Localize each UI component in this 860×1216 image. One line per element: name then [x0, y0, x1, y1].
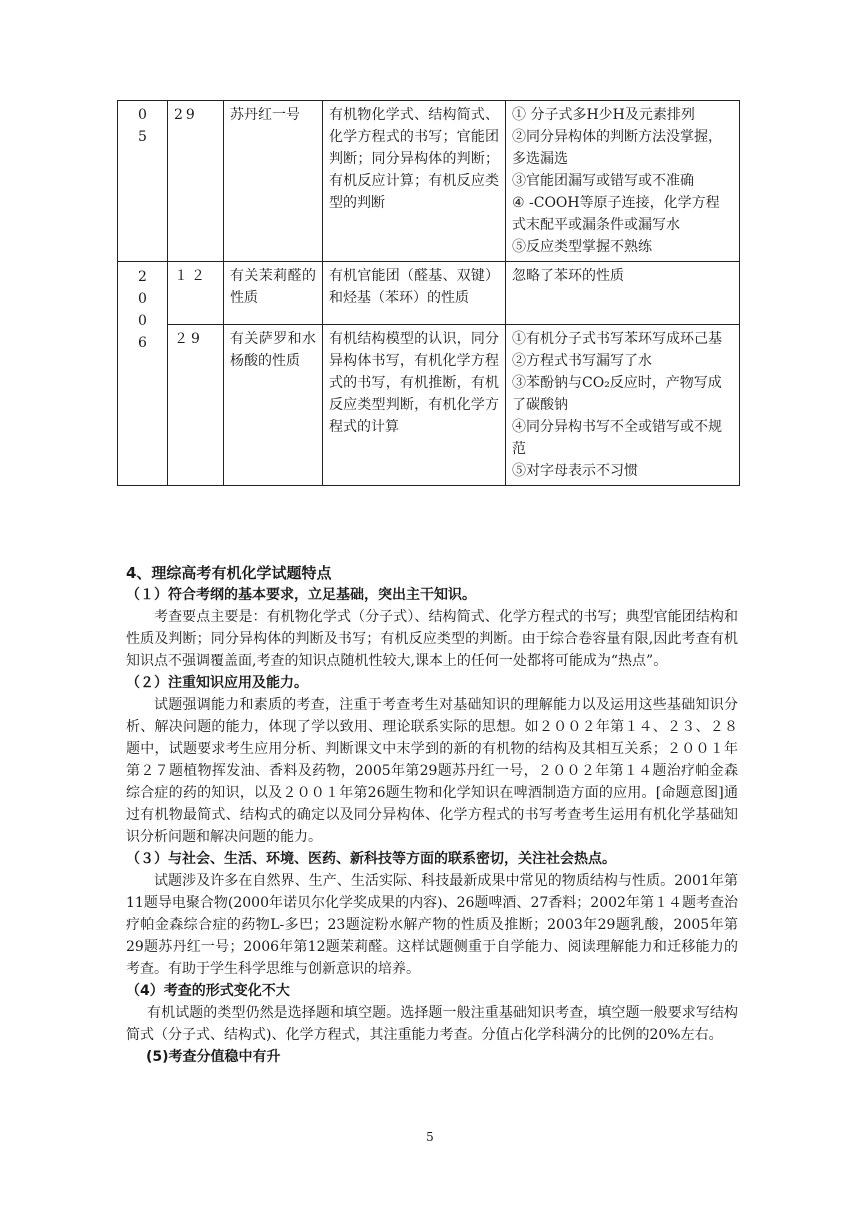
knowledge-points: 有机物化学式、结构简式、化学方程式的书写；官能团判断；同分异构体的判断；有机反应计算；有机反应类型的判断: [323, 101, 506, 262]
year-digit: 5: [138, 129, 147, 145]
common-errors: [506, 325, 740, 486]
knowledge-points: 有机结构模型的认识，同分异构体书写，有机化学方程式的书写，有机推断，有机反应类型判断，有机化学方程式的计算: [323, 325, 506, 486]
error-item: ②方程式书写漏写了水: [512, 353, 652, 369]
question-number: １２: [168, 262, 224, 325]
error-item: ⑤对字母表示不习惯: [512, 463, 638, 479]
table-row-2005-29: [118, 101, 740, 262]
subheading-4: （4）考查的形式变化不大: [126, 983, 290, 999]
table-row-2006-29: [118, 325, 740, 486]
paragraph-3: 试题涉及许多在自然界、生产、生活实际、科技最新成果中常见的物质结构与性质。2001年第11题导电聚合物(2000年诺贝尔化学奖成果的内容)、26题啤酒、27香料；2002年第１４题考查治疗帕金森综合症的药物L-多巴；23题淀粉水解产物的性质及推断；2003年29题乳酸，2005年第29题苏丹红一号；2006年第12题茉莉醛。这样试题侧重于自学能力、阅读理解能力和迁移能力的考查。有助于学生科学思维与创新意识的培养。: [126, 873, 738, 977]
year-digit: 0: [138, 107, 147, 123]
subheading-3: （３）与社会、生活、环境、医药、新科技等方面的联系密切，关注社会热点。: [126, 851, 616, 867]
error-item: ④ -COOH等原子连接，化学方程式末配平或漏条件或漏写水: [512, 195, 720, 233]
year-cell-2005: [118, 101, 168, 262]
section-body: [126, 562, 738, 1068]
error-item: ① 分子式多H少H及元素排列: [512, 107, 695, 123]
error-item: ③官能团漏写或错写或不准确: [512, 173, 694, 189]
year-cell-2006: [118, 262, 168, 486]
section-heading: 4、理综高考有机化学试题特点: [126, 564, 332, 582]
error-item: ④同分异构书写不全或错写或不规范: [512, 419, 722, 457]
error-item: ②同分异构体的判断方法没掌握，多选漏选: [512, 129, 722, 167]
knowledge-points: 有机官能团（醛基、双键）和烃基（苯环）的性质: [323, 262, 506, 325]
year-digit: 0: [138, 291, 147, 307]
year-digit: 6: [138, 335, 147, 351]
question-topic: 有关萨罗和水杨酸的性质: [224, 325, 323, 486]
subheading-1: （１）符合考纲的基本要求，立足基础，突出主干知识。: [126, 587, 476, 603]
paragraph-2: 试题强调能力和素质的考查，注重于考查考生对基础知识的理解能力以及运用这些基础知识分析、解决问题的能力，体现了学以致用、理论联系实际的思想。如２００２年第１４、２３、２８题中，试题要求考生应用分析、判断课文中末学到的新的有机物的结构及其相互关系；２００１年第２７题植物挥发油、香料及药物，2005年第29题苏丹红一号，２００２年第１４题治疗帕金森综合症的药的知识，以及２００１年第26题生物和化学知识在啤酒制造方面的应用。[命题意图]通过有机物最简式、结构式的确定以及同分异构体、化学方程式的书写考查考生运用有机化学基础知识分析问题和解决问题的能力。: [126, 697, 738, 845]
error-item: 忽略了苯环的性质: [512, 268, 624, 284]
error-item: ⑤反应类型掌握不熟练: [512, 239, 652, 255]
question-number: ２9: [168, 325, 224, 486]
question-topic: 有关茉莉醛的性质: [224, 262, 323, 325]
page-number: 5: [426, 1130, 434, 1144]
year-digit: 0: [138, 313, 147, 329]
year-digit: 2: [138, 269, 147, 285]
exam-analysis-table: [117, 100, 740, 486]
subheading-5: (5)考查分值稳中有升: [146, 1049, 281, 1065]
paragraph-4: 有机试题的类型仍然是选择题和填空题。选择题一般注重基础知识考查，填空题一般要求写结构简式（分子式、结构式)、化学方程式，其注重能力考查。分值占化学科满分的比例的20%左右。: [126, 1005, 738, 1043]
question-number: 29: [168, 101, 224, 262]
table-row-2006-12: [118, 262, 740, 325]
question-topic: 苏丹红一号: [224, 101, 323, 262]
error-item: ③苯酚钠与CO₂反应时，产物写成了碳酸钠: [512, 375, 722, 413]
subheading-2: （２）注重知识应用及能力。: [126, 675, 308, 691]
common-errors: [506, 101, 740, 262]
paragraph-1: 考查要点主要是：有机物化学式（分子式）、结构简式、化学方程式的书写；典型官能团结构和性质及判断；同分异构体的判断及书写；有机反应类型的判断。由于综合卷容量有限,因此考查有机知识点不强调覆盖面,考查的知识点随机性较大,课本上的任何一处都将可能成为“热点”。: [126, 609, 738, 669]
error-item: ①有机分子式书写苯环写成环己基: [512, 331, 722, 347]
common-errors: [506, 262, 740, 325]
